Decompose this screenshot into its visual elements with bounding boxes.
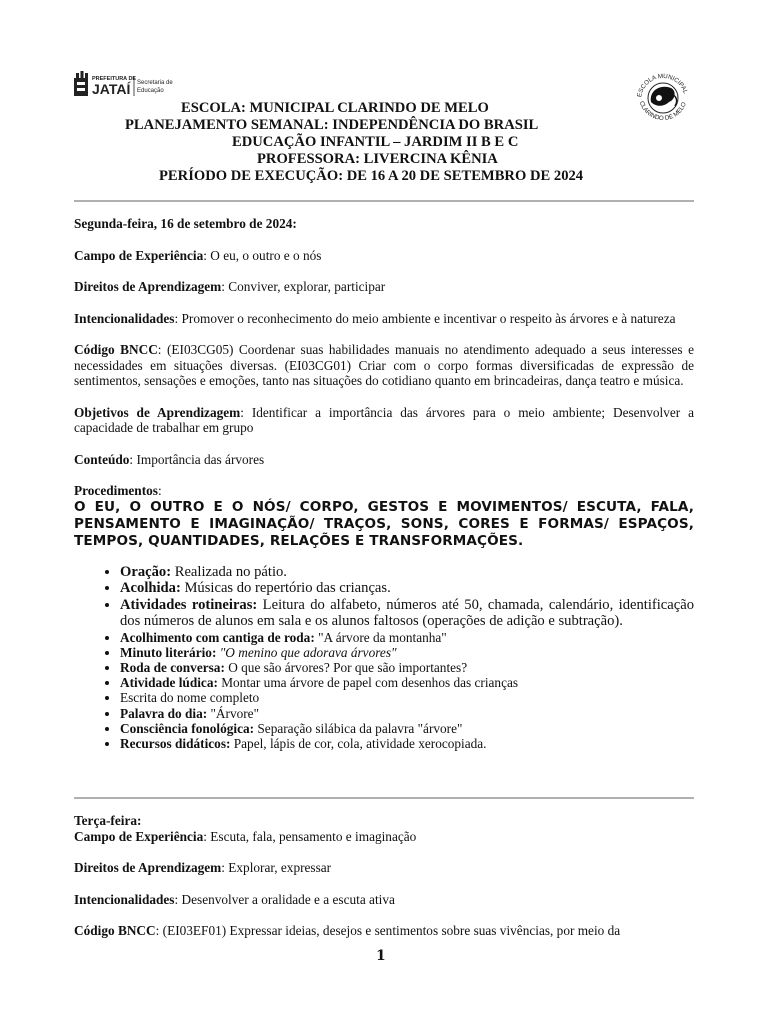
monday-objetivos: Objetivos de Aprendizagem: Identificar a importância das árvores para o meio ambiente; Desenvolver a capacidade de trabalhar em grupo <box>74 404 694 435</box>
procedure-item: • Atividade lúdica: Montar uma árvore de papel com desenhos das crianças <box>120 675 694 690</box>
monday-section <box>74 216 694 751</box>
prefeitura-jatai-logo <box>72 70 182 100</box>
tuesday-bncc: Código BNCC: (EI03EF01) Expressar ideias, desejos e sentimentos sobre suas vivências, por meio da <box>74 923 621 938</box>
tuesday-title: Terça-feira: <box>74 813 142 828</box>
procedure-item: • Acolhimento com cantiga de roda: "A árvore da montanha" <box>120 630 694 645</box>
svg-text:Secretaria de: Secretaria de <box>137 80 173 86</box>
procedure-item: • Consciência fonológica: Separação silábica da palavra "árvore" <box>120 721 694 736</box>
procedure-item: • Atividades rotineiras: Leitura do alfabeto, números até 50, chamada, calendário, identificação dos números de alunos em sala e os alunos faltosos (operações de adição e subtração). <box>120 597 694 630</box>
page-number: 1 <box>376 948 386 964</box>
procedimentos-fields: O EU, O OUTRO E O NÓS/ CORPO, GESTOS E MOVIMENTOS/ ESCUTA, FALA, PENSAMENTO E IMAGINAÇÃO/ TRAÇOS, SONS, CORES E FORMAS/ ESPAÇOS, TEMPOS, QUANTIDADES, RELAÇÕES E TRANSFORMAÇÕES. <box>74 498 694 549</box>
school-name: ESCOLA: MUNICIPAL CLARINDO DE MELO <box>181 100 489 116</box>
class-line: EDUCAÇÃO INFANTIL – JARDIM II B E C <box>232 134 519 150</box>
procedure-item: • Minuto literário: "O menino que adorava árvores" <box>120 645 694 660</box>
header-divider <box>74 200 694 202</box>
procedure-item: • Roda de conversa: O que são árvores? Por que são importantes? <box>120 660 694 675</box>
svg-text:JATAÍ: JATAÍ <box>92 81 131 97</box>
monday-bncc: Código BNCC: (EI03CG05) Coordenar suas habilidades manuais no atendimento adequado a seus interesses e necessidades em situações diversas. (EI03CG01) Criar com o corpo formas diversificadas de expressão de sentimentos, sensações e emoções, tanto nas situações do cotidiano quanto em brincadeiras, dança teatro e música. <box>74 342 694 388</box>
svg-text:Educação: Educação <box>137 88 164 94</box>
monday-direitos: Direitos de Aprendizagem: Conviver, explorar, participar <box>74 279 386 294</box>
svg-text:CLARINDO DE MELO: CLARINDO DE MELO <box>637 100 688 123</box>
monday-title: Segunda-feira, 16 de setembro de 2024: <box>74 216 297 231</box>
svg-text:ESCOLA MUNICIPAL: ESCOLA MUNICIPAL <box>636 72 689 98</box>
monday-intencionalidades: Intencionalidades: Promover o reconhecimento do meio ambiente e incentivar o respeito às árvores e à natureza <box>74 310 676 326</box>
procedure-item: • Oração: Realizada no pátio. <box>120 564 694 581</box>
plan-title: PLANEJAMENTO SEMANAL: INDEPENDÊNCIA DO BRASIL <box>125 117 539 133</box>
section-divider <box>74 797 694 799</box>
procedure-item: • Recursos didáticos: Papel, lápis de cor, cola, atividade xerocopiada. <box>120 736 694 751</box>
tuesday-campo: Campo de Experiência: Escuta, fala, pensamento e imaginação <box>74 828 417 844</box>
procedure-item: • Escrita do nome completo <box>120 690 694 705</box>
tuesday-section <box>74 813 694 939</box>
procedure-item: • Acolhida: Músicas do repertório das crianças. <box>120 580 694 597</box>
monday-conteudo: Conteúdo: Importância das árvores <box>74 451 265 467</box>
monday-procedimentos: Procedimentos: <box>74 483 162 498</box>
tuesday-intencionalidades: Intencionalidades: Desenvolver a oralidade e a escuta ativa <box>74 891 395 907</box>
monday-campo: Campo de Experiência: O eu, o outro e o nós <box>74 247 322 263</box>
period-line: PERÍODO DE EXECUÇÃO: DE 16 A 20 DE SETEMBRO DE 2024 <box>159 168 584 184</box>
procedure-list-secondary <box>74 630 694 752</box>
svg-text:PREFEITURA DE: PREFEITURA DE <box>92 76 137 82</box>
document-header <box>74 100 694 185</box>
procedure-item: • Palavra do dia: "Árvore" <box>120 706 694 721</box>
tuesday-direitos: Direitos de Aprendizagem: Explorar, expressar <box>74 860 332 875</box>
procedure-list-main <box>74 564 694 630</box>
teacher-line: PROFESSORA: LIVERCINA KÊNIA <box>257 151 498 167</box>
